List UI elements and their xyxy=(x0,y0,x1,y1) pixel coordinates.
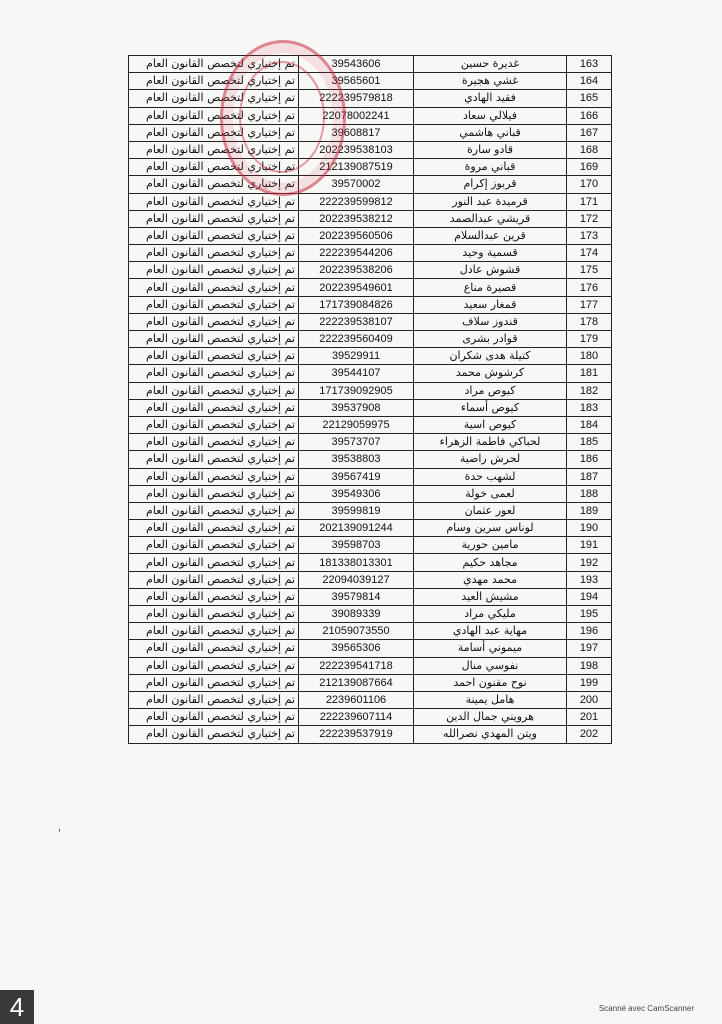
row-number-cell: 191 xyxy=(567,537,612,554)
name-cell: قصيرة مناع xyxy=(414,279,567,296)
id-cell: 21059073550 xyxy=(299,623,414,640)
id-cell: 39598703 xyxy=(299,537,414,554)
table-row xyxy=(129,210,612,227)
name-cell: لوناس سرين وسام xyxy=(414,520,567,537)
id-cell: 39543606 xyxy=(299,56,414,73)
row-number-cell: 172 xyxy=(567,210,612,227)
status-cell: تم إختياري لتخصص القانون العام xyxy=(129,193,299,210)
table-row xyxy=(129,709,612,726)
table-row xyxy=(129,262,612,279)
table-row xyxy=(129,296,612,313)
name-cell: لعمى خولة xyxy=(414,485,567,502)
name-cell: مامين حورية xyxy=(414,537,567,554)
table-row xyxy=(129,537,612,554)
id-cell: 39565601 xyxy=(299,73,414,90)
id-cell: 39608817 xyxy=(299,124,414,141)
id-cell: 222239579818 xyxy=(299,90,414,107)
row-number-cell: 187 xyxy=(567,468,612,485)
status-cell: تم إختياري لتخصص القانون العام xyxy=(129,520,299,537)
status-cell: تم إختياري لتخصص القانون العام xyxy=(129,382,299,399)
status-cell: تم إختياري لتخصص القانون العام xyxy=(129,210,299,227)
table-row xyxy=(129,107,612,124)
table-row xyxy=(129,124,612,141)
id-cell: 202239549601 xyxy=(299,279,414,296)
status-cell: تم إختياري لتخصص القانون العام xyxy=(129,348,299,365)
table-row xyxy=(129,416,612,433)
status-cell: تم إختياري لتخصص القانون العام xyxy=(129,90,299,107)
name-cell: فيلالي سعاد xyxy=(414,107,567,124)
status-cell: تم إختياري لتخصص القانون العام xyxy=(129,399,299,416)
row-number-cell: 169 xyxy=(567,159,612,176)
row-number-cell: 202 xyxy=(567,726,612,743)
id-cell: 222239537919 xyxy=(299,726,414,743)
table-row xyxy=(129,56,612,73)
id-cell: 39538803 xyxy=(299,451,414,468)
id-cell: 39549306 xyxy=(299,485,414,502)
name-cell: لحرش راضية xyxy=(414,451,567,468)
row-number-cell: 183 xyxy=(567,399,612,416)
id-cell: 171739084826 xyxy=(299,296,414,313)
row-number-cell: 193 xyxy=(567,571,612,588)
row-number-cell: 177 xyxy=(567,296,612,313)
table-row xyxy=(129,520,612,537)
row-number-cell: 175 xyxy=(567,262,612,279)
page-number: 4 xyxy=(0,990,34,1024)
id-cell: 39544107 xyxy=(299,365,414,382)
table-row xyxy=(129,606,612,623)
table-row xyxy=(129,73,612,90)
row-number-cell: 186 xyxy=(567,451,612,468)
table-row xyxy=(129,245,612,262)
row-number-cell: 188 xyxy=(567,485,612,502)
name-cell: ميموني أسامة xyxy=(414,640,567,657)
row-number-cell: 197 xyxy=(567,640,612,657)
status-cell: تم إختياري لتخصص القانون العام xyxy=(129,726,299,743)
status-cell: تم إختياري لتخصص القانون العام xyxy=(129,640,299,657)
id-cell: 39565306 xyxy=(299,640,414,657)
status-cell: تم إختياري لتخصص القانون العام xyxy=(129,674,299,691)
status-cell: تم إختياري لتخصص القانون العام xyxy=(129,296,299,313)
status-cell: تم إختياري لتخصص القانون العام xyxy=(129,107,299,124)
row-number-cell: 182 xyxy=(567,382,612,399)
status-cell: تم إختياري لتخصص القانون العام xyxy=(129,537,299,554)
status-cell: تم إختياري لتخصص القانون العام xyxy=(129,245,299,262)
name-cell: نفوسي منال xyxy=(414,657,567,674)
id-cell: 222239544206 xyxy=(299,245,414,262)
table-row xyxy=(129,434,612,451)
id-cell: 39529911 xyxy=(299,348,414,365)
name-cell: لعور عثمان xyxy=(414,502,567,519)
name-cell: قندوز سلاف xyxy=(414,313,567,330)
row-number-cell: 185 xyxy=(567,434,612,451)
table-row xyxy=(129,657,612,674)
row-number-cell: 194 xyxy=(567,588,612,605)
row-number-cell: 192 xyxy=(567,554,612,571)
row-number-cell: 174 xyxy=(567,245,612,262)
row-number-cell: 166 xyxy=(567,107,612,124)
table-row xyxy=(129,485,612,502)
status-cell: تم إختياري لتخصص القانون العام xyxy=(129,365,299,382)
status-cell: تم إختياري لتخصص القانون العام xyxy=(129,623,299,640)
id-cell: 39573707 xyxy=(299,434,414,451)
name-cell: ويتن المهدي نصرالله xyxy=(414,726,567,743)
table-row xyxy=(129,726,612,743)
row-number-cell: 178 xyxy=(567,313,612,330)
id-cell: 22129059975 xyxy=(299,416,414,433)
table-row xyxy=(129,348,612,365)
status-cell: تم إختياري لتخصص القانون العام xyxy=(129,606,299,623)
id-cell: 39570002 xyxy=(299,176,414,193)
status-cell: تم إختياري لتخصص القانون العام xyxy=(129,502,299,519)
status-cell: تم إختياري لتخصص القانون العام xyxy=(129,416,299,433)
row-number-cell: 201 xyxy=(567,709,612,726)
id-cell: 39599819 xyxy=(299,502,414,519)
name-cell: مليكي مراد xyxy=(414,606,567,623)
id-cell: 212139087519 xyxy=(299,159,414,176)
status-cell: تم إختياري لتخصص القانون العام xyxy=(129,468,299,485)
row-number-cell: 181 xyxy=(567,365,612,382)
name-cell: مشيش العيد xyxy=(414,588,567,605)
name-cell: مهاية عبد الهادي xyxy=(414,623,567,640)
status-cell: تم إختياري لتخصص القانون العام xyxy=(129,709,299,726)
name-cell: هامل يمينة xyxy=(414,691,567,708)
table-row xyxy=(129,399,612,416)
id-cell: 222239538107 xyxy=(299,313,414,330)
row-number-cell: 163 xyxy=(567,56,612,73)
status-cell: تم إختياري لتخصص القانون العام xyxy=(129,657,299,674)
status-cell: تم إختياري لتخصص القانون العام xyxy=(129,434,299,451)
status-cell: تم إختياري لتخصص القانون العام xyxy=(129,571,299,588)
id-cell: 222239607114 xyxy=(299,709,414,726)
results-table xyxy=(128,55,612,744)
id-cell: 202139091244 xyxy=(299,520,414,537)
status-cell: تم إختياري لتخصص القانون العام xyxy=(129,279,299,296)
table-row xyxy=(129,313,612,330)
row-number-cell: 164 xyxy=(567,73,612,90)
name-cell: قرين عبدالسلام xyxy=(414,227,567,244)
id-cell: 22078002241 xyxy=(299,107,414,124)
status-cell: تم إختياري لتخصص القانون العام xyxy=(129,554,299,571)
status-cell: تم إختياري لتخصص القانون العام xyxy=(129,262,299,279)
table-row xyxy=(129,571,612,588)
name-cell: هرويني جمال الدين xyxy=(414,709,567,726)
status-cell: تم إختياري لتخصص القانون العام xyxy=(129,227,299,244)
table-row xyxy=(129,382,612,399)
name-cell: لشهب حدة xyxy=(414,468,567,485)
id-cell: 39579814 xyxy=(299,588,414,605)
table-row xyxy=(129,451,612,468)
id-cell: 39537908 xyxy=(299,399,414,416)
status-cell: تم إختياري لتخصص القانون العام xyxy=(129,124,299,141)
stray-mark: ' xyxy=(58,828,61,839)
row-number-cell: 168 xyxy=(567,141,612,158)
table-row xyxy=(129,159,612,176)
id-cell: 202239538206 xyxy=(299,262,414,279)
table-row xyxy=(129,141,612,158)
name-cell: قريشي عبدالصمد xyxy=(414,210,567,227)
status-cell: تم إختياري لتخصص القانون العام xyxy=(129,176,299,193)
row-number-cell: 180 xyxy=(567,348,612,365)
id-cell: 181338013301 xyxy=(299,554,414,571)
table-row xyxy=(129,176,612,193)
name-cell: قمغار سعيد xyxy=(414,296,567,313)
name-cell: نوح مقنون احمد xyxy=(414,674,567,691)
id-cell: 202239538212 xyxy=(299,210,414,227)
status-cell: تم إختياري لتخصص القانون العام xyxy=(129,313,299,330)
status-cell: تم إختياري لتخصص القانون العام xyxy=(129,73,299,90)
row-number-cell: 167 xyxy=(567,124,612,141)
status-cell: تم إختياري لتخصص القانون العام xyxy=(129,588,299,605)
name-cell: قادو سارة xyxy=(414,141,567,158)
row-number-cell: 198 xyxy=(567,657,612,674)
row-number-cell: 190 xyxy=(567,520,612,537)
row-number-cell: 199 xyxy=(567,674,612,691)
table-row xyxy=(129,502,612,519)
name-cell: قسمية وحيد xyxy=(414,245,567,262)
row-number-cell: 195 xyxy=(567,606,612,623)
status-cell: تم إختياري لتخصص القانون العام xyxy=(129,451,299,468)
name-cell: قباني هاشمي xyxy=(414,124,567,141)
name-cell: لحباكي فاطمة الزهراء xyxy=(414,434,567,451)
row-number-cell: 165 xyxy=(567,90,612,107)
status-cell: تم إختياري لتخصص القانون العام xyxy=(129,691,299,708)
name-cell: قربوز إكرام xyxy=(414,176,567,193)
id-cell: 202239560506 xyxy=(299,227,414,244)
name-cell: كرشوش محمد xyxy=(414,365,567,382)
name-cell: قرميدة عبد النور xyxy=(414,193,567,210)
name-cell: مجاهد حكيم xyxy=(414,554,567,571)
status-cell: تم إختياري لتخصص القانون العام xyxy=(129,141,299,158)
name-cell: غديرة حسين xyxy=(414,56,567,73)
status-cell: تم إختياري لتخصص القانون العام xyxy=(129,485,299,502)
id-cell: 222239560409 xyxy=(299,331,414,348)
status-cell: تم إختياري لتخصص القانون العام xyxy=(129,331,299,348)
id-cell: 2239601106 xyxy=(299,691,414,708)
id-cell: 171739092905 xyxy=(299,382,414,399)
table-row xyxy=(129,227,612,244)
status-cell: تم إختياري لتخصص القانون العام xyxy=(129,159,299,176)
name-cell: كيوص أسماء xyxy=(414,399,567,416)
row-number-cell: 179 xyxy=(567,331,612,348)
table-row xyxy=(129,365,612,382)
table-row xyxy=(129,90,612,107)
name-cell: محمد مهدي xyxy=(414,571,567,588)
scanner-credit: Scanné avec CamScanner xyxy=(598,1004,694,1013)
id-cell: 222239541718 xyxy=(299,657,414,674)
table-row xyxy=(129,623,612,640)
id-cell: 212139087664 xyxy=(299,674,414,691)
table-row xyxy=(129,640,612,657)
status-cell: تم إختياري لتخصص القانون العام xyxy=(129,56,299,73)
name-cell: قوادر بشرى xyxy=(414,331,567,348)
table-row xyxy=(129,279,612,296)
name-cell: غشي هجيرة xyxy=(414,73,567,90)
row-number-cell: 184 xyxy=(567,416,612,433)
name-cell: كيوص اسية xyxy=(414,416,567,433)
name-cell: قشوش عادل xyxy=(414,262,567,279)
row-number-cell: 196 xyxy=(567,623,612,640)
table-row xyxy=(129,588,612,605)
row-number-cell: 170 xyxy=(567,176,612,193)
results-table-body xyxy=(129,56,612,744)
name-cell: كيوص مراد xyxy=(414,382,567,399)
row-number-cell: 176 xyxy=(567,279,612,296)
table-row xyxy=(129,674,612,691)
name-cell: قباني مروة xyxy=(414,159,567,176)
row-number-cell: 200 xyxy=(567,691,612,708)
id-cell: 39567419 xyxy=(299,468,414,485)
table-row xyxy=(129,193,612,210)
row-number-cell: 171 xyxy=(567,193,612,210)
row-number-cell: 173 xyxy=(567,227,612,244)
table-row xyxy=(129,468,612,485)
name-cell: كتيلة هدى شكران xyxy=(414,348,567,365)
id-cell: 202239538103 xyxy=(299,141,414,158)
name-cell: فقيد الهادي xyxy=(414,90,567,107)
row-number-cell: 189 xyxy=(567,502,612,519)
id-cell: 39089339 xyxy=(299,606,414,623)
table-row xyxy=(129,691,612,708)
id-cell: 222239599812 xyxy=(299,193,414,210)
table-row xyxy=(129,331,612,348)
id-cell: 22094039127 xyxy=(299,571,414,588)
table-row xyxy=(129,554,612,571)
